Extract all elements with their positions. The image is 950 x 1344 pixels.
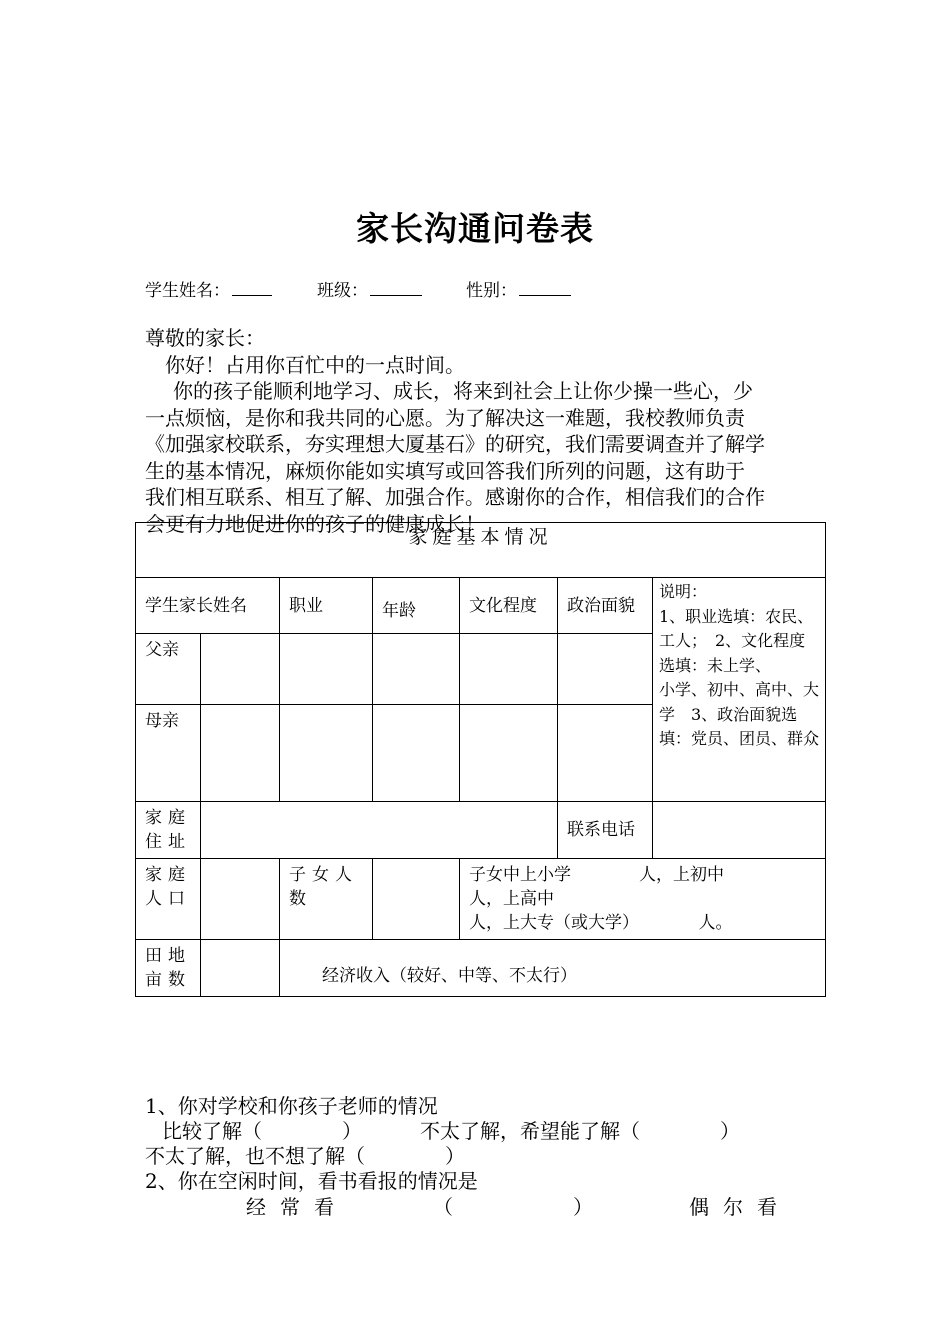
student-name-label: 学生姓名：: [145, 281, 230, 301]
letter-body: [145, 325, 810, 537]
student-name-field: [145, 276, 272, 301]
salutation: 尊敬的家长：: [145, 326, 265, 350]
population-cell[interactable]: [201, 859, 280, 940]
question-1: 1、你对学校和你孩子老师的情况: [145, 1094, 438, 1118]
q1-option-2[interactable]: 不太了解，希望能了解（ ）: [420, 1119, 740, 1143]
school-line: 人，上大专（或大学） 人。: [469, 913, 733, 933]
father-age-cell[interactable]: [373, 634, 460, 705]
phone-label: 联系电话: [558, 802, 653, 859]
school-line: 人，上高中: [469, 889, 554, 909]
letter-line: 我们相互联系、相互了解、加强合作。感谢你的合作，相信我们的合作: [145, 485, 765, 509]
children-count-cell[interactable]: [373, 859, 460, 940]
father-education-cell[interactable]: [460, 634, 558, 705]
children-count-label: 子女人数: [280, 859, 373, 940]
letter-line: 《加强家校联系，夯实理想大厦基石》的研究，我们需要调查并了解学: [145, 432, 765, 456]
father-label: 父亲: [136, 634, 201, 705]
school-line: 子女中上小学 人，上初中: [469, 865, 724, 885]
col-parent-name: 学生家长姓名: [136, 578, 280, 634]
q2-option-often-paren[interactable]: （ ）: [433, 1195, 601, 1219]
father-occupation-cell[interactable]: [280, 634, 373, 705]
population-label: 家庭人口: [136, 859, 201, 940]
table-header: 家庭基本情况: [136, 523, 826, 578]
mother-education-cell[interactable]: [460, 705, 558, 802]
q2-option-often[interactable]: 经常看: [246, 1195, 348, 1219]
gender-blank: [519, 279, 571, 296]
mother-political-cell[interactable]: [558, 705, 653, 802]
col-occupation: 职业: [280, 578, 373, 634]
father-political-cell[interactable]: [558, 634, 653, 705]
q1-option-3[interactable]: 不太了解，也不想了解（ ）: [145, 1144, 465, 1168]
address-label: 家庭住址: [136, 802, 201, 859]
page-title: 家长沟通问卷表: [356, 209, 594, 248]
letter-line: 你的孩子能顺利地学习、成长，将来到社会上让你少操一些心，少: [173, 379, 753, 403]
q1-option-1[interactable]: 比较了解（ ）: [162, 1119, 362, 1143]
address-cell[interactable]: [201, 802, 558, 859]
col-political: 政治面貌: [558, 578, 653, 634]
letter-line: 生的基本情况，麻烦你能如实填写或回答我们所列的问题，这有助于: [145, 458, 745, 483]
q2-option-sometimes[interactable]: 偶尔看: [689, 1195, 791, 1219]
col-education: 文化程度: [460, 578, 558, 634]
income-cell: 经济收入（较好、中等、不太行）: [280, 940, 826, 997]
father-name-cell[interactable]: [201, 634, 280, 705]
table-note: [653, 578, 826, 802]
children-school-cell: [460, 859, 826, 940]
note-line: 说明：: [659, 582, 708, 601]
note-line: 小学、初中、高中、大学 3、政治面貌选填：党员、团员、群众: [659, 680, 820, 748]
col-age: 年龄: [373, 578, 460, 634]
letter-line: 会更有力地促进你的孩子的健康成长！: [145, 511, 485, 536]
phone-cell[interactable]: [653, 802, 826, 859]
mother-occupation-cell[interactable]: [280, 705, 373, 802]
gender-label: 性别：: [466, 281, 517, 301]
family-info-table: [135, 522, 826, 997]
class-blank: [370, 279, 422, 296]
question-2: 2、你在空闲时间，看书看报的情况是: [145, 1169, 478, 1193]
class-label: 班级：: [317, 281, 368, 301]
mother-age-cell[interactable]: [373, 705, 460, 802]
greeting: 你好！占用你百忙中的一点时间。: [165, 352, 465, 377]
note-line: 1、职业选填：农民、工人； 2、文化程度选填：未上学、: [659, 606, 814, 675]
land-label: 田地亩数: [136, 940, 201, 997]
class-field: [317, 276, 422, 301]
mother-label: 母亲: [136, 705, 201, 802]
gender-field: [466, 276, 571, 301]
land-cell[interactable]: [201, 940, 280, 997]
mother-name-cell[interactable]: [201, 705, 280, 802]
letter-line: 一点烦恼，是你和我共同的心愿。为了解决这一难题，我校教师负责: [145, 405, 745, 430]
student-name-blank: [232, 279, 272, 296]
